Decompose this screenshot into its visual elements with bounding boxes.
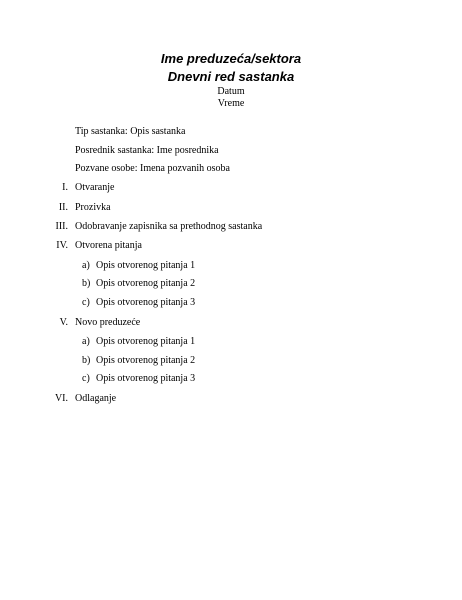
agenda-subitem-letter: b) <box>82 278 91 289</box>
agenda-item <box>0 240 462 252</box>
agenda-subitem-label: Opis otvorenog pitanja 1 <box>96 260 196 271</box>
meeting-invitees: Pozvane osobe: Imena pozvanih osoba <box>75 163 230 174</box>
agenda-item-label: Odlaganje <box>75 393 117 404</box>
agenda-item-numeral: II. <box>58 202 68 213</box>
agenda-subitem-letter: a) <box>82 336 90 347</box>
company-name: Ime preduzeća/sektora <box>160 51 302 66</box>
agenda-item <box>0 202 462 214</box>
agenda-item-numeral: IV. <box>56 240 68 251</box>
agenda-subitem-label: Opis otvorenog pitanja 3 <box>96 297 196 308</box>
agenda-subitem-label: Opis otvorenog pitanja 1 <box>96 336 196 347</box>
agenda-item-label: Prozivka <box>75 202 111 213</box>
agenda-item <box>0 393 462 405</box>
agenda-subitem-letter: c) <box>82 373 90 384</box>
agenda-subitem-letter: a) <box>82 260 90 271</box>
agenda-subitem <box>0 336 462 348</box>
agenda-item <box>0 317 462 329</box>
agenda-subitem-label: Opis otvorenog pitanja 3 <box>96 373 196 384</box>
agenda-subitem <box>0 355 462 367</box>
meeting-facilitator: Posrednik sastanka: Ime posrednika <box>75 145 219 156</box>
agenda-item-label: Otvaranje <box>75 182 115 193</box>
agenda-item-numeral: VI. <box>54 393 68 404</box>
agenda-subitem-letter: c) <box>82 297 90 308</box>
meeting-type: Tip sastanka: Opis sastanka <box>75 126 186 137</box>
agenda-subitem <box>0 297 462 309</box>
agenda-item-numeral: III. <box>55 221 68 232</box>
agenda-subitem-label: Opis otvorenog pitanja 2 <box>96 355 196 366</box>
meeting-date: Datum <box>217 86 245 97</box>
agenda-item-label: Otvorena pitanja <box>75 240 142 251</box>
agenda-subitem-label: Opis otvorenog pitanja 2 <box>96 278 196 289</box>
agenda-item <box>0 221 462 233</box>
document-title: Dnevni red sastanka <box>167 69 295 84</box>
agenda-subitem <box>0 278 462 290</box>
agenda-item-numeral: I. <box>62 182 68 193</box>
meeting-time: Vreme <box>217 98 245 109</box>
agenda-subitem <box>0 260 462 272</box>
agenda-item-numeral: V. <box>59 317 68 328</box>
agenda-item-label: Odobravanje zapisnika sa prethodnog sastanka <box>75 221 263 232</box>
agenda-subitem <box>0 373 462 385</box>
agenda-item <box>0 182 462 194</box>
agenda-subitem-letter: b) <box>82 355 91 366</box>
agenda-item-label: Novo preduzeće <box>75 317 141 328</box>
